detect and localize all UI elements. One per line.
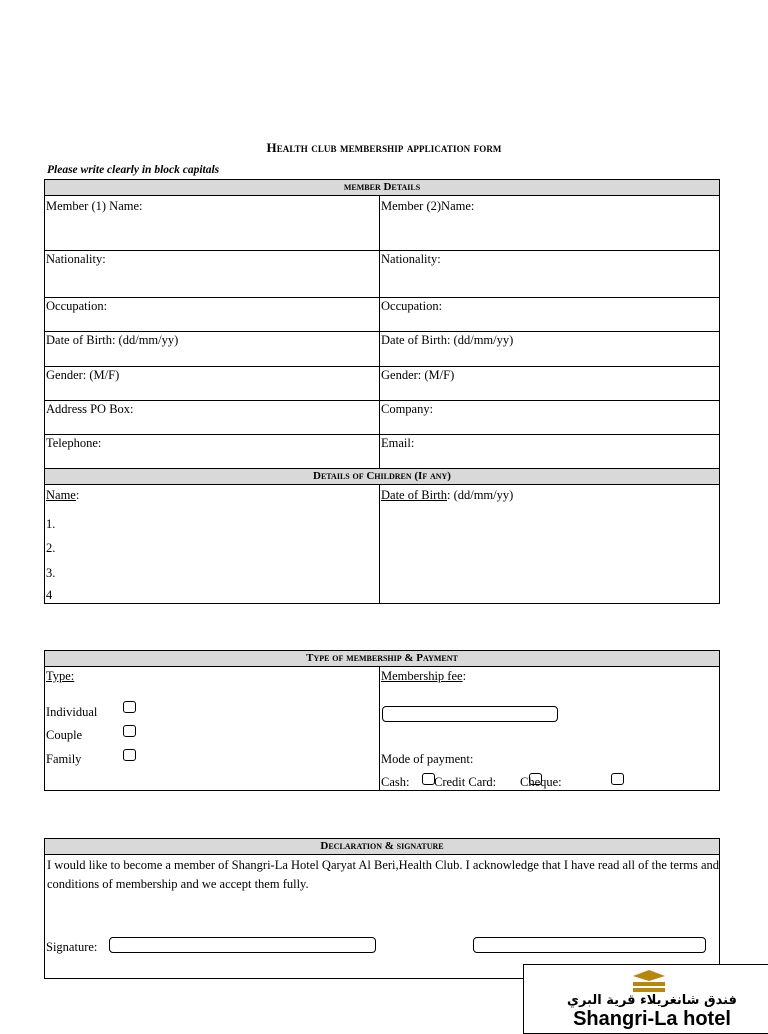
type-family-label: Family <box>46 752 82 766</box>
address-po-box-field[interactable]: Address PO Box: <box>46 402 134 416</box>
telephone-field[interactable]: Telephone: <box>46 436 102 450</box>
form-title: Health club membership application form <box>266 140 502 155</box>
cheque-label: Cheque: <box>520 775 562 789</box>
member2-gender-field[interactable]: Gender: (M/F) <box>381 368 455 382</box>
signature-label: Signature: <box>46 940 98 954</box>
child-row-1[interactable]: 1. <box>46 517 56 531</box>
logo-arabic-text: فندق شانغريلاء قرية البري <box>567 993 737 1008</box>
member1-dob-field[interactable]: Date of Birth: (dd/mm/yy) <box>46 333 179 347</box>
children-details-header: Details of Children (If any) <box>45 468 719 485</box>
type-family-checkbox[interactable] <box>123 749 136 761</box>
shangri-la-emblem-icon <box>629 969 669 995</box>
member1-occupation-field[interactable]: Occupation: <box>46 299 108 313</box>
logo-english-text: Shangri-La hotel <box>573 1008 731 1030</box>
type-individual-checkbox[interactable] <box>123 701 136 713</box>
member2-name-field[interactable]: Member (2)Name: <box>381 199 475 213</box>
type-label: Type: <box>46 669 75 683</box>
member2-nationality-field[interactable]: Nationality: <box>381 252 441 266</box>
membership-fee-input[interactable] <box>382 706 558 722</box>
signature-input[interactable] <box>109 937 376 953</box>
cash-label: Cash: <box>381 775 410 789</box>
type-individual-label: Individual <box>46 705 98 719</box>
membership-fee-label: Membership fee: <box>381 669 467 683</box>
children-name-label: Name: <box>46 488 80 502</box>
children-dob-label: Date of Birth: (dd/mm/yy) <box>381 488 514 502</box>
type-couple-label: Couple <box>46 728 83 742</box>
type-couple-checkbox[interactable] <box>123 725 136 737</box>
member1-nationality-field[interactable]: Nationality: <box>46 252 106 266</box>
cheque-checkbox[interactable] <box>611 773 624 785</box>
member-details-header: member Details <box>45 180 719 196</box>
email-field[interactable]: Email: <box>381 436 415 450</box>
member2-dob-field[interactable]: Date of Birth: (dd/mm/yy) <box>381 333 514 347</box>
company-field[interactable]: Company: <box>381 402 434 416</box>
declaration-header: Declaration & signature <box>45 839 719 855</box>
membership-section <box>44 650 720 791</box>
form-instructions: Please write clearly in block capitals <box>47 164 220 176</box>
credit-card-label: Credit Card: <box>434 775 497 789</box>
child-row-2[interactable]: 2. <box>46 541 56 555</box>
member1-name-field[interactable]: Member (1) Name: <box>46 199 143 213</box>
declaration-section <box>44 838 720 979</box>
member1-gender-field[interactable]: Gender: (M/F) <box>46 368 120 382</box>
declaration-text: I would like to become a member of Shangri-La Hotel Qaryat Al Beri,Health Club. I acknowledge that I have read all of the terms and conditions of membership and we accept them fully. <box>47 858 719 891</box>
child-row-4[interactable]: 4 <box>46 588 53 602</box>
membership-header: Type of membership & Payment <box>45 651 719 667</box>
member-details-section <box>44 179 720 604</box>
date-input[interactable] <box>473 937 706 953</box>
child-row-3[interactable]: 3. <box>46 566 56 580</box>
mode-of-payment-label: Mode of payment: <box>381 752 474 766</box>
member2-occupation-field[interactable]: Occupation: <box>381 299 443 313</box>
